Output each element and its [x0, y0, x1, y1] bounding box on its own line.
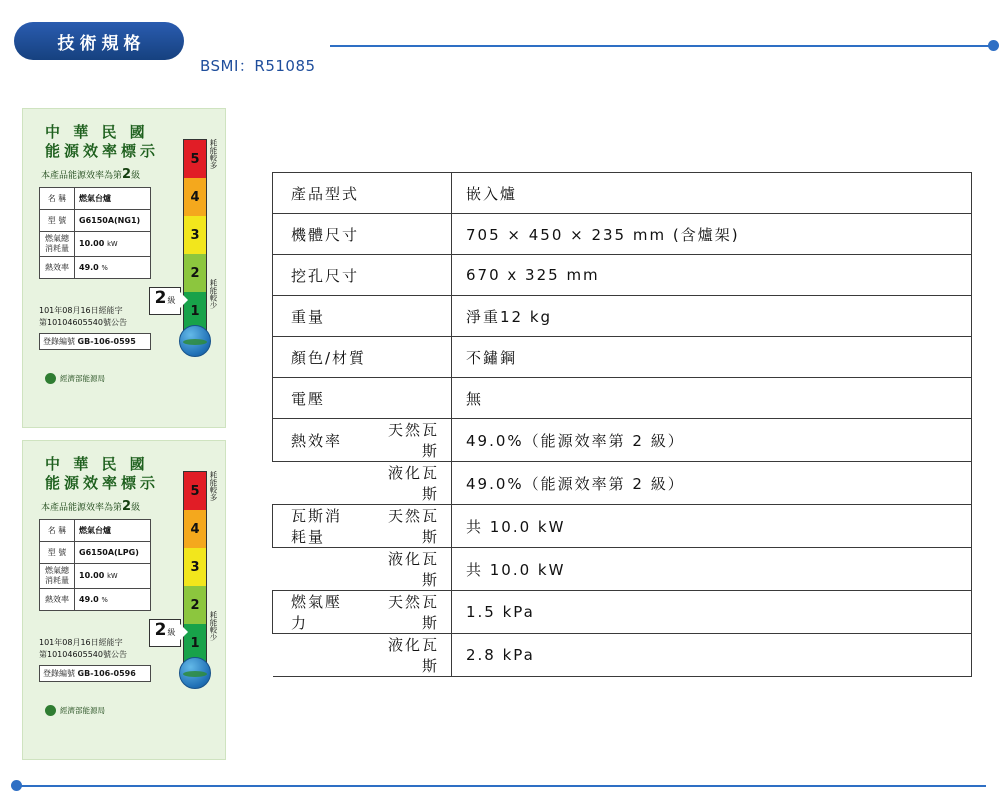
spec-fuel-type: 天然瓦斯	[362, 505, 452, 548]
spec-value: 49.0%（能源效率第 2 級）	[452, 419, 972, 462]
spec-label-continued	[273, 462, 363, 505]
table-row	[273, 505, 972, 548]
table-row	[273, 419, 972, 462]
scale-step-2: 2	[184, 586, 206, 624]
table-row	[273, 634, 972, 677]
spec-value: 淨重12 kg	[452, 296, 972, 337]
scale-note-high: 耗能較多	[209, 139, 218, 169]
table-row	[40, 188, 151, 210]
spec-label: 挖孔尺寸	[273, 255, 452, 296]
energy-label-announcement: 101年08月16日經能字 第10104605540號公告	[39, 638, 127, 659]
energy-label-authority: 經濟部能源局	[45, 705, 105, 716]
spec-label: 電壓	[273, 378, 452, 419]
row-key: 燃氣總消耗量	[40, 564, 75, 589]
spec-value: 嵌入爐	[452, 173, 972, 214]
table-row	[40, 589, 151, 611]
spec-value: 670 x 325 mm	[452, 255, 972, 296]
spec-label: 熱效率	[273, 419, 363, 462]
table-row	[273, 548, 972, 591]
energy-label-title-line2: 能源效率標示	[45, 142, 160, 160]
energy-label-natural-gas	[22, 108, 226, 428]
spec-value: 共 10.0 kW	[452, 505, 972, 548]
table-row	[273, 214, 972, 255]
row-key: 燃氣總消耗量	[40, 232, 75, 257]
scale-step-1: 1	[184, 292, 206, 330]
row-value: G6150A(LPG)	[75, 542, 151, 564]
spec-value: 705 × 450 × 235 mm (含爐架)	[452, 214, 972, 255]
spec-value: 不鏽鋼	[452, 337, 972, 378]
energy-label-lpg	[22, 440, 226, 760]
row-key: 熱效率	[40, 589, 75, 611]
scale-step-4: 4	[184, 510, 206, 548]
table-row	[40, 257, 151, 279]
row-value: 10.00 kW	[75, 564, 151, 589]
spec-value: 49.0%（能源效率第 2 級）	[452, 462, 972, 505]
spec-value: 共 10.0 kW	[452, 548, 972, 591]
bsmi-certification-number: BSMI：R51085	[200, 57, 316, 75]
row-value: 燃氣台爐	[75, 188, 151, 210]
row-key: 型 號	[40, 542, 75, 564]
spec-title-pill: 技術規格	[14, 22, 184, 60]
row-value: G6150A(NG1)	[75, 210, 151, 232]
spec-label: 機體尺寸	[273, 214, 452, 255]
scale-step-3: 3	[184, 216, 206, 254]
scale-step-2: 2	[184, 254, 206, 292]
energy-label-title-line1: 中 華 民 國	[45, 123, 149, 141]
spec-value: 1.5 kPa	[452, 591, 972, 634]
energy-label-title-line1: 中 華 民 國	[45, 455, 149, 473]
table-row	[273, 378, 972, 419]
spec-value: 2.8 kPa	[452, 634, 972, 677]
header-rule	[330, 45, 995, 47]
spec-label: 瓦斯消耗量	[273, 505, 363, 548]
energy-bureau-icon	[45, 705, 56, 716]
spec-fuel-type: 液化瓦斯	[362, 548, 452, 591]
row-key: 名 稱	[40, 188, 75, 210]
table-row	[40, 232, 151, 257]
spec-fuel-type: 天然瓦斯	[362, 591, 452, 634]
globe-icon	[179, 325, 211, 357]
scale-note-low: 耗能較少	[209, 279, 218, 309]
scale-step-5: 5	[184, 140, 206, 178]
row-value: 49.0 %	[75, 589, 151, 611]
energy-label-registration: 登錄編號 GB-106-0596	[39, 665, 151, 682]
table-row	[273, 255, 972, 296]
scale-note-high: 耗能較多	[209, 471, 218, 501]
spec-label-continued	[273, 634, 363, 677]
energy-label-announcement: 101年08月16日經能字 第10104605540號公告	[39, 306, 127, 327]
energy-grade-pointer-icon	[179, 623, 188, 641]
energy-grade-badge: 2 級	[149, 619, 181, 647]
spec-label: 燃氣壓力	[273, 591, 363, 634]
spec-fuel-type: 液化瓦斯	[362, 634, 452, 677]
energy-label-grade-statement: 本產品能源效率為第2級	[41, 167, 141, 182]
spec-fuel-type: 天然瓦斯	[362, 419, 452, 462]
row-value: 49.0 %	[75, 257, 151, 279]
spec-label: 產品型式	[273, 173, 452, 214]
spec-label: 重量	[273, 296, 452, 337]
row-key: 名 稱	[40, 520, 75, 542]
spec-value: 無	[452, 378, 972, 419]
table-row	[40, 520, 151, 542]
energy-bureau-icon	[45, 373, 56, 384]
energy-grade-pointer-icon	[179, 291, 188, 309]
energy-label-grade-statement: 本產品能源效率為第2級	[41, 499, 141, 514]
scale-step-5: 5	[184, 472, 206, 510]
table-row	[40, 542, 151, 564]
spec-fuel-type: 液化瓦斯	[362, 462, 452, 505]
row-value: 燃氣台爐	[75, 520, 151, 542]
table-row	[273, 173, 972, 214]
table-row	[40, 564, 151, 589]
scale-step-4: 4	[184, 178, 206, 216]
row-key: 型 號	[40, 210, 75, 232]
row-key: 熱效率	[40, 257, 75, 279]
footer-rule-dot	[11, 780, 22, 791]
scale-step-1: 1	[184, 624, 206, 662]
product-spec-table	[272, 172, 972, 677]
spec-label-continued	[273, 548, 363, 591]
energy-grade-badge: 2 級	[149, 287, 181, 315]
spec-label: 顏色/材質	[273, 337, 452, 378]
energy-label-registration: 登錄編號 GB-106-0595	[39, 333, 151, 350]
scale-note-low: 耗能較少	[209, 611, 218, 641]
energy-label-title-line2: 能源效率標示	[45, 474, 160, 492]
table-row	[273, 337, 972, 378]
table-row	[273, 462, 972, 505]
energy-label-authority: 經濟部能源局	[45, 373, 105, 384]
table-row	[273, 591, 972, 634]
page-header	[0, 0, 1000, 75]
globe-icon	[179, 657, 211, 689]
energy-label-spec-table	[39, 519, 151, 611]
row-value: 10.00 kW	[75, 232, 151, 257]
scale-step-3: 3	[184, 548, 206, 586]
footer-rule	[16, 785, 986, 787]
energy-label-spec-table	[39, 187, 151, 279]
table-row	[273, 296, 972, 337]
header-rule-dot	[988, 40, 999, 51]
table-row	[40, 210, 151, 232]
